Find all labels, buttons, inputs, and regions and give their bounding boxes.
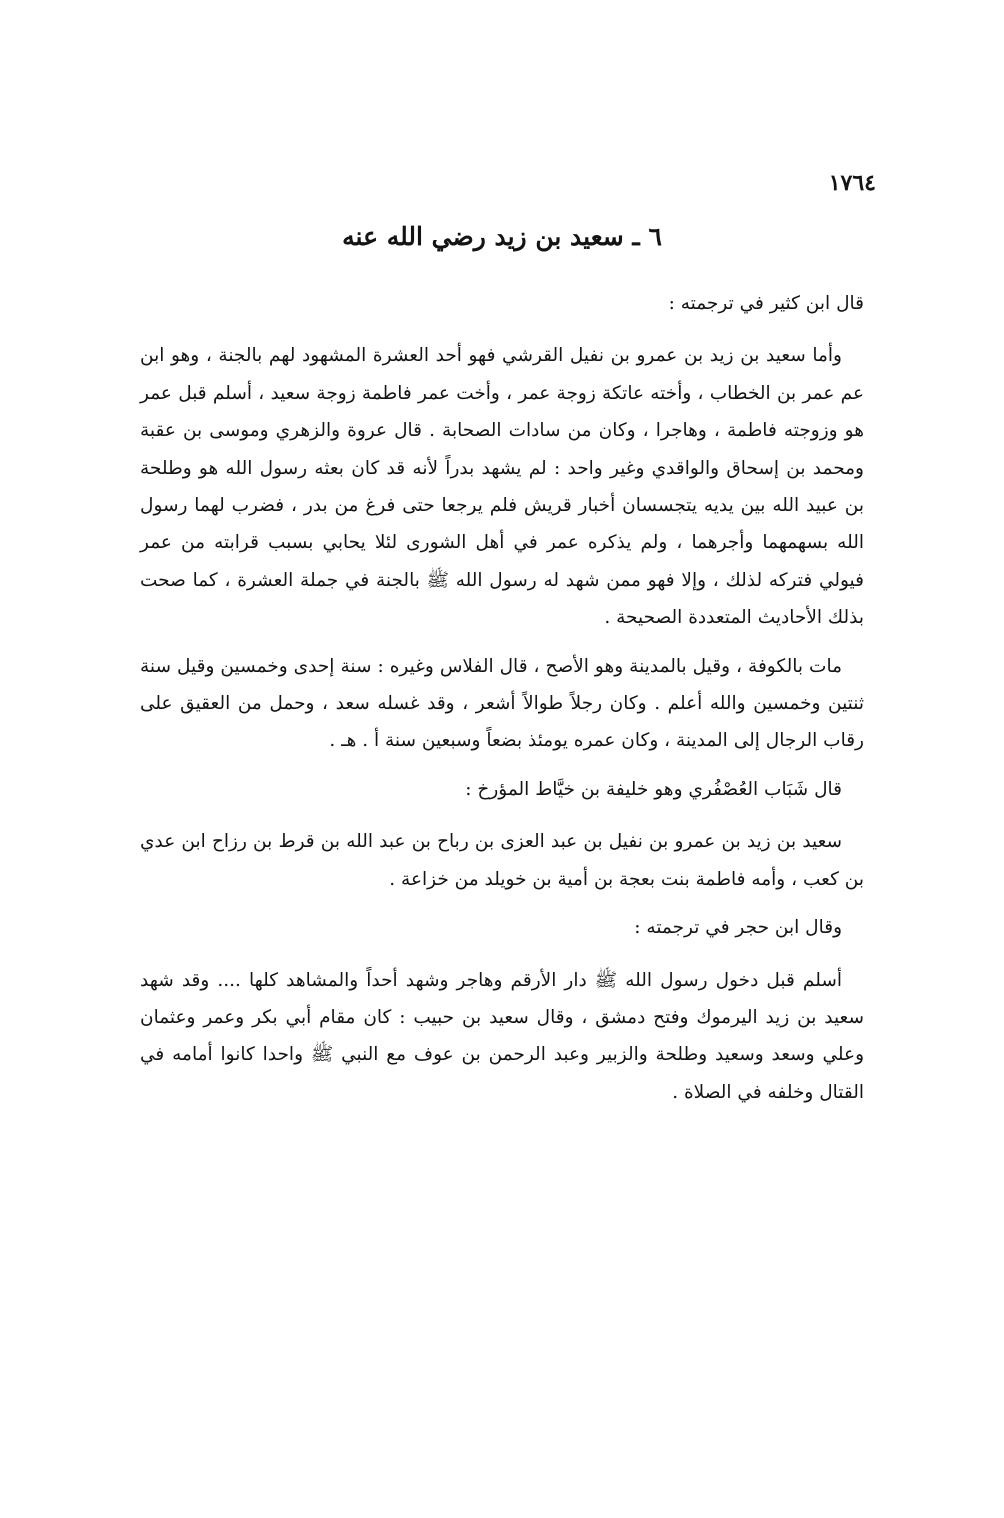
paragraph-death: مات بالكوفة ، وقيل بالمدينة وهو الأصح ، قال الفلاس وغيره : سنة إحدى وخمسين وقيل سنة ثنتين وخمسين والله أعلم . وكان رجلاً طوالاً أشعر ، وقد غسله سعد ، وحمل من العقيق على رقاب الرجال إلى المدينة ، وكان عمره يومئذ بضعاً وسبعين سنة أ . هـ . xyxy=(140,655,864,752)
intro-ibn-kathir: قال ابن كثير في ترجمته : xyxy=(668,293,864,314)
page-number: ١٧٦٤ xyxy=(828,170,876,196)
content-body xyxy=(140,285,864,1122)
section-title: ٦ ـ سعيد بن زيد رضي الله عنه xyxy=(342,222,662,251)
intro-khalifa: قال شَبَاب العُصْفُري وهو خليفة بن خيَّاط المؤرخ : xyxy=(465,778,842,800)
paragraph-biography: وأما سعيد بن زيد بن عمرو بن نفيل القرشي فهو أحد العشرة المشهود لهم بالجنة ، وهو ابن عم عمر بن الخطاب ، وأخته عاتكة زوجة عمر ، وأخت عمر فاطمة زوجة سعيد ، أسلم قبل عمر هو وزوجته فاطمة ، وهاجرا ، وكان من سادات الصحابة . قال عروة والزهري وموسى بن عقبة ومحمد بن إسحاق والواقدي وغير واحد : لم يشهد بدراً لأنه قد كان بعثه رسول الله هو وطلحة بن عبيد الله بين يديه يتجسسان أخبار قريش فلم يرجعا حتى فرغ من بدر ، فضرب لهما رسول الله بسهمهما وأجرهما ، ولم يذكره عمر في أهل الشورى لئلا يحابي بسبب قرابته من عمر فيولي فتركه لذلك ، وإلا فهو ممن شهد له رسول الله ﷺ بالجنة في جملة العشرة ، كما صحت بذلك الأحاديث المتعددة الصحيحة . xyxy=(140,345,864,629)
paragraph-lineage: سعيد بن زيد بن عمرو بن نفيل بن عبد العزى بن رباح بن عبد الله بن قرط بن رزاح ابن عدي بن كعب ، وأمه فاطمة بنت بعجة بن أمية بن خويلد من خزاعة . xyxy=(140,831,864,890)
intro-ibn-hajar: وقال ابن حجر في ترجمته : xyxy=(634,917,842,939)
paragraph-ibn-hajar: أسلم قبل دخول رسول الله ﷺ دار الأرقم وهاجر وشهد أحداً والمشاهد كلها .... وقد شهد سعيد بن زيد اليرموك وفتح دمشق ، وقال سعيد بن حبيب : كان مقام أبي بكر وعمر وعثمان وعلي وسعد وسعيد وطلحة والزبير وعبد الرحمن بن عوف مع النبي ﷺ واحدا كانوا أمامه في القتال وخلفه في الصلاة . xyxy=(140,969,864,1103)
